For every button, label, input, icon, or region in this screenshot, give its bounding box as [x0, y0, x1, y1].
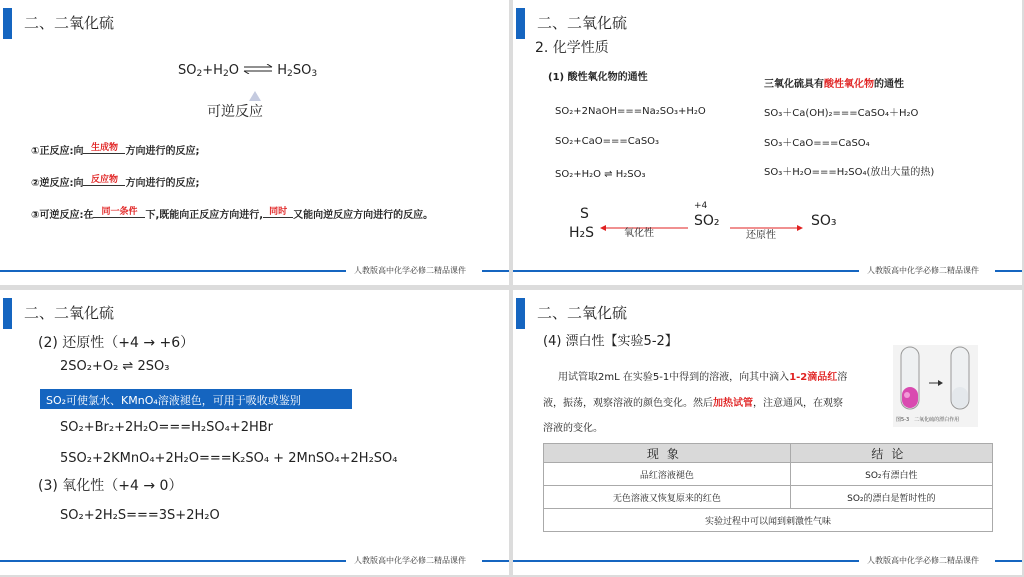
slide-reversible-reaction[interactable]: [0, 0, 509, 285]
fill-blank-answer: 生成物: [83, 140, 125, 154]
reducing-label: 还原性: [746, 230, 776, 241]
fill-blank-answer: 反应物: [83, 172, 125, 186]
slide-bleaching[interactable]: [513, 290, 1022, 575]
equation-so2-cao: SO₂+CaO===CaSO₃: [555, 136, 660, 147]
slide-title: 二、二氧化硫: [24, 304, 115, 322]
fill-blank-answer: 同一条件: [93, 204, 145, 218]
table-note: 实验过程中可以闻到刺激性气味: [544, 509, 993, 532]
so2-label: SO₂: [694, 213, 720, 229]
experiment-text-line3: 溶液的变化。: [543, 423, 603, 434]
equation-so2-water: SO₂+H₂O ⇌ H₂SO₃: [555, 169, 646, 180]
slide-footer: [513, 558, 1022, 566]
definition-reverse: ②逆反应:向 反应物 方向进行的反应;: [31, 172, 199, 189]
table-row: [544, 486, 993, 509]
sulfur-label: S: [580, 206, 589, 222]
slide-title: 二、二氧化硫: [537, 304, 628, 322]
fill-blank-answer: 同时: [263, 204, 293, 218]
table-cell: 品红溶液褪色: [544, 463, 791, 486]
so3-heading: 三氧化硫具有酸性氧化物的通性: [764, 79, 904, 90]
oxidizing-label: 氧化性: [624, 228, 654, 239]
table-cell: SO₂有漂白性: [790, 463, 992, 486]
reversible-label: 可逆反应: [207, 104, 263, 120]
footer-text: 人教版高中化学必修二精品课件: [867, 556, 979, 565]
title-accent-bar: [3, 298, 12, 329]
experiment-figure: [893, 345, 978, 427]
title-accent-bar: [516, 298, 525, 329]
reducing-heading: (2) 还原性（+4 → +6）: [38, 335, 195, 351]
table-header-phenomenon: 现象: [544, 444, 791, 463]
slide-title: 二、二氧化硫: [537, 14, 628, 32]
oxidation-state: +4: [694, 201, 708, 211]
banner-text: SO₂可使氯水、KMnO₄溶液褪色，可用于吸收或鉴别: [46, 394, 301, 407]
table-row: [544, 463, 993, 486]
title-accent-bar: [3, 8, 12, 39]
section-subtitle: 2. 化学性质: [535, 40, 609, 56]
experiment-text-line1: 用试管取2mL 在实验5-1中得到的溶液，向其中滴入1-2滴品红溶: [558, 372, 848, 383]
definition-forward: ①正反应:向 生成物 方向进行的反应;: [31, 140, 199, 157]
table-header-conclusion: 结论: [790, 444, 992, 463]
equation-so3-water: SO₃＋H₂O===H₂SO₄(放出大量的热): [764, 167, 935, 178]
equation-so3-cao: SO₃＋CaO===CaSO₄: [764, 138, 870, 149]
title-accent-bar: [516, 8, 525, 39]
bleaching-heading: (4) 漂白性【实验5-2】: [543, 334, 678, 349]
equation-so3-caoh2: SO₃＋Ca(OH)₂===CaSO₄＋H₂O: [764, 108, 919, 119]
experiment-text-line2: 液，振荡，观察溶液的颜色变化。然后加热试管，注意通风，在观察: [543, 398, 843, 409]
table-cell: 无色溶液又恢复原来的红色: [544, 486, 791, 509]
slide-footer: [0, 558, 509, 566]
table-row: [544, 509, 993, 532]
so3-label: SO₃: [811, 213, 837, 229]
footer-text: 人教版高中化学必修二精品课件: [354, 556, 466, 565]
reversible-arrow-icon: [243, 63, 273, 78]
definition-reversible: ③可逆反应:在 同一条件 下,既能向正反应方向进行, 同时 又能向逆反应方向进行的反应。: [31, 204, 433, 221]
test-tube-icon: [893, 345, 978, 417]
table-cell: SO₂的漂白是暂时性的: [790, 486, 992, 509]
slide-title: 二、二氧化硫: [24, 14, 115, 32]
acidic-oxide-heading: (1) 酸性氧化物的通性: [548, 72, 648, 83]
reversible-equation: $SO_2+H_2O$ $H_2SO_3$: [178, 63, 318, 79]
slide-footer: [513, 268, 1022, 276]
footer-text: 人教版高中化学必修二精品课件: [354, 266, 466, 275]
highlight-banner: [40, 389, 352, 409]
h2s-label: H₂S: [569, 225, 595, 241]
oxidizing-heading: (3) 氧化性（+4 → 0）: [38, 478, 183, 494]
equation-so2-kmno4: 5SO₂+2KMnO₄+2H₂O===K₂SO₄ + 2MnSO₄+2H₂SO₄: [60, 451, 398, 466]
slide-redox-properties[interactable]: [0, 290, 509, 575]
equation-so2-h2s: SO₂+2H₂S===3S+2H₂O: [60, 508, 220, 523]
results-table: [543, 443, 993, 532]
equation-so2-br2: SO₂+Br₂+2H₂O===H₂SO₄+2HBr: [60, 420, 274, 435]
equation-so2-o2: 2SO₂+O₂ ⇌ 2SO₃: [60, 359, 170, 374]
slide-chemical-properties[interactable]: [513, 0, 1022, 285]
slide-footer: [0, 268, 509, 276]
equation-so2-naoh: SO₂+2NaOH===Na₂SO₃+H₂O: [555, 106, 706, 117]
figure-caption: 图5-3 二氧化硫的漂白作用: [896, 417, 960, 423]
footer-text: 人教版高中化学必修二精品课件: [867, 266, 979, 275]
